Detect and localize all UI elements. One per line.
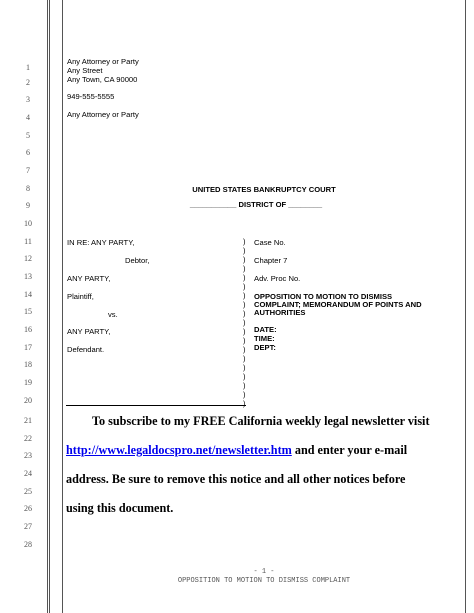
case-number-label: Case No. xyxy=(254,238,286,247)
left-margin-rule-inner xyxy=(49,0,50,613)
line-number: 18 xyxy=(24,360,32,369)
attorney-for: Any Attorney or Party xyxy=(67,110,139,119)
left-margin-rule xyxy=(47,0,48,613)
debtor-label: Debtor, xyxy=(125,256,150,265)
caption-paren: ) xyxy=(243,309,246,318)
caption-paren: ) xyxy=(243,318,246,327)
notice-line-2 xyxy=(66,443,444,457)
party-two: ANY PARTY, xyxy=(67,327,111,336)
line-number: 12 xyxy=(24,254,32,263)
line-number: 4 xyxy=(26,113,30,122)
caption-paren: ) xyxy=(243,363,246,372)
text-margin-rule xyxy=(62,0,63,613)
attorney-street: Any Street xyxy=(67,66,103,75)
caption-paren: ) xyxy=(243,336,246,345)
line-number: 25 xyxy=(24,487,32,496)
line-number: 9 xyxy=(26,201,30,210)
caption-paren: ) xyxy=(243,237,246,246)
line-number: 17 xyxy=(24,343,32,352)
caption-paren: ) xyxy=(243,300,246,309)
line-number: 22 xyxy=(24,434,32,443)
court-district: ___________ DISTRICT OF ________ xyxy=(189,200,323,209)
hearing-date-label: DATE: xyxy=(254,325,277,334)
line-number: 14 xyxy=(24,290,32,299)
notice-line-1: To subscribe to my FREE California weekly legal newsletter visit xyxy=(92,414,430,428)
notice-line-3: address. Be sure to remove this notice and all other notices before xyxy=(66,472,406,486)
document-title-line-2: COMPLAINT; MEMORANDUM OF POINTS AND xyxy=(254,300,422,309)
line-number: 8 xyxy=(26,184,30,193)
line-number: 20 xyxy=(24,396,32,405)
caption-paren: ) xyxy=(243,399,246,408)
adv-proc-label: Adv. Proc No. xyxy=(254,274,301,283)
attorney-city: Any Town, CA 90000 xyxy=(67,75,138,84)
attorney-name: Any Attorney or Party xyxy=(67,57,139,66)
page-number: - 1 - xyxy=(253,568,275,576)
caption-paren: ) xyxy=(243,273,246,282)
notice-line-4: using this document. xyxy=(66,501,174,515)
caption-paren: ) xyxy=(243,246,246,255)
versus-label: vs. xyxy=(108,310,118,319)
line-number: 21 xyxy=(24,416,32,425)
caption-paren: ) xyxy=(243,354,246,363)
caption-paren: ) xyxy=(243,291,246,300)
notice-line-2-text: and enter your e-mail xyxy=(291,443,408,457)
line-number: 7 xyxy=(26,166,30,175)
caption-paren: ) xyxy=(243,282,246,291)
line-number: 13 xyxy=(24,272,32,281)
attorney-phone: 949-555-5555 xyxy=(67,92,115,101)
line-number: 16 xyxy=(24,325,32,334)
plaintiff-label: Plaintiff, xyxy=(67,292,94,301)
chapter-label: Chapter 7 xyxy=(254,256,288,265)
line-number: 6 xyxy=(26,148,30,157)
line-number: 10 xyxy=(24,219,32,228)
document-title-line-3: AUTHORITIES xyxy=(254,308,306,317)
right-margin-rule xyxy=(465,0,466,613)
line-number: 11 xyxy=(24,237,32,246)
defendant-label: Defendant. xyxy=(67,345,105,354)
newsletter-link[interactable]: http://www.legaldocspro.net/newsletter.htm xyxy=(66,443,292,457)
line-number: 3 xyxy=(26,95,30,104)
caption-paren: ) xyxy=(243,390,246,399)
caption-paren: ) xyxy=(243,255,246,264)
hearing-time-label: TIME: xyxy=(254,334,275,343)
line-number: 1 xyxy=(26,63,30,72)
caption-paren: ) xyxy=(243,327,246,336)
caption-paren: ) xyxy=(243,372,246,381)
line-number: 26 xyxy=(24,504,32,513)
hearing-dept-label: DEPT: xyxy=(254,343,276,352)
line-number: 23 xyxy=(24,451,32,460)
line-number: 5 xyxy=(26,131,30,140)
party-one: ANY PARTY, xyxy=(67,274,111,283)
line-number: 27 xyxy=(24,522,32,531)
line-number: 15 xyxy=(24,307,32,316)
court-name: UNITED STATES BANKRUPTCY COURT xyxy=(192,185,336,194)
caption-paren: ) xyxy=(243,264,246,273)
caption-bottom-rule xyxy=(66,405,246,406)
line-number: 2 xyxy=(26,78,30,87)
in-re-party: IN RE: ANY PARTY, xyxy=(67,238,135,247)
document-title-line-1: OPPOSITION TO MOTION TO DISMISS xyxy=(254,292,393,301)
line-number: 24 xyxy=(24,469,32,478)
caption-paren: ) xyxy=(243,345,246,354)
caption-paren: ) xyxy=(243,381,246,390)
line-number: 28 xyxy=(24,540,32,549)
line-number: 19 xyxy=(24,378,32,387)
footer-title: OPPOSITION TO MOTION TO DISMISS COMPLAINT xyxy=(177,577,351,585)
